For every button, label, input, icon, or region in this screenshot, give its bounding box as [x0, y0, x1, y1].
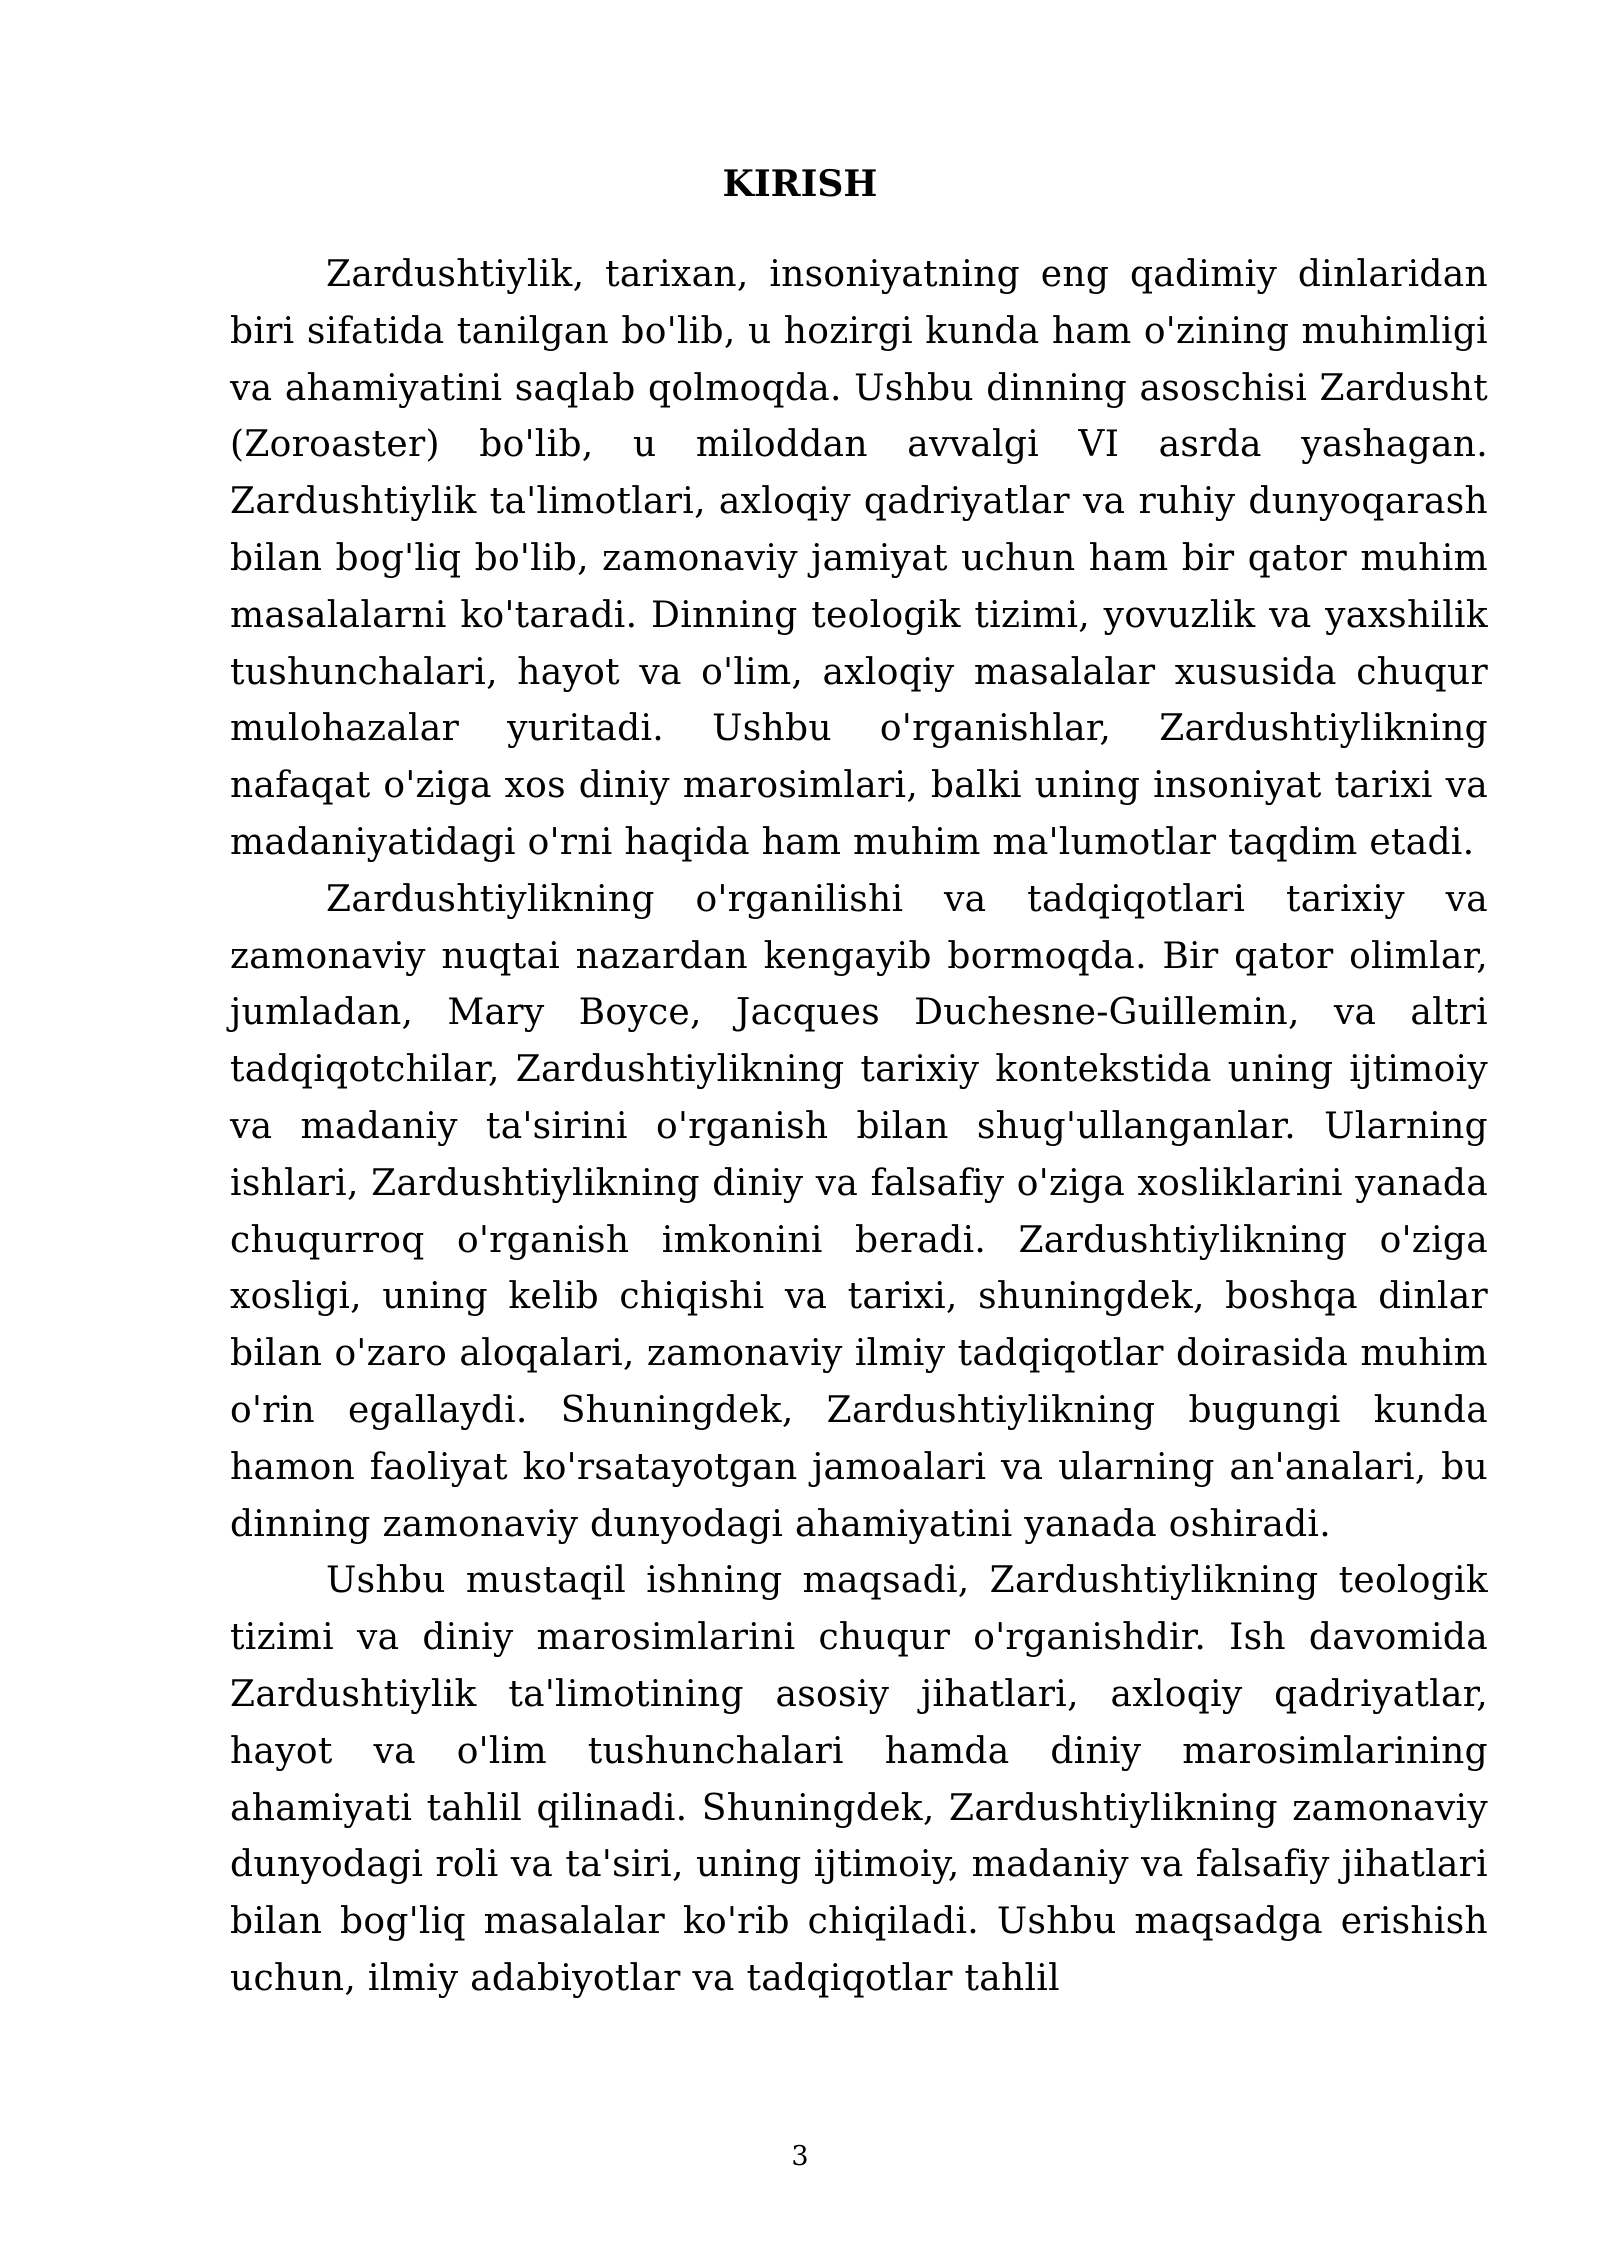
paragraph-3: Ushbu mustaqil ishning maqsadi, Zardushtiylikning teologik tizimi va diniy marosimlarini chuqur o'rganishdir. Ish davomida Zardushtiylik ta'limotining asosiy jihatlari, axloqiy qadriyatlar, hayot va o'lim tushunchalari hamda diniy marosimlarining ahamiyati tahlil qilinadi. Shuningdek, Zardushtiylikning zamonaviy dunyodagi roli va ta'siri, uning ijtimoiy, madaniy va falsafiy jihatlari bilan bog'liq masalalar ko'rib chiqiladi. Ushbu maqsadga erishish uchun, ilmiy adabiyotlar va tadqiqotlar tahlil [230, 1560, 1488, 1999]
page-number: 3 [791, 2141, 809, 2172]
paragraph-2: Zardushtiylikning o'rganilishi va tadqiqotlari tarixiy va zamonaviy nuqtai nazardan kengayib bormoqda. Bir qator olimlar, jumladan, Mary Boyce, Jacques Duchesne-Guillemin, va altri tadqiqotchilar, Zardushtiylikning tarixiy kontekstida uning ijtimoiy va madaniy ta'sirini o'rganish bilan shug'ullanganlar. Ularning ishlari, Zardushtiylikning diniy va falsafiy o'ziga xosliklarini yanada chuqurroq o'rganish imkonini beradi. Zardushtiylikning o'ziga xosligi, uning kelib chiqishi va tarixi, shuningdek, boshqa dinlar bilan o'zaro aloqalari, zamonaviy ilmiy tadqiqotlar doirasida muhim o'rin egallaydi. Shuningdek, Zardushtiylikning bugungi kunda hamon faoliyat ko'rsatayotgan jamoalari va ularning an'analari, bu dinning zamonaviy dunyodagi ahamiyatini yanada oshiradi. [230, 878, 1488, 1545]
document-body [230, 247, 1488, 2008]
page-title: KIRISH [722, 163, 878, 205]
paragraph-1: Zardushtiylik, tarixan, insoniyatning eng qadimiy dinlaridan biri sifatida tanilgan bo'lib, u hozirgi kunda ham o'zining muhimligi va ahamiyatini saqlab qolmoqda. Ushbu dinning asoschisi Zardusht (Zoroaster) bo'lib, u miloddan avvalgi VI asrda yashagan. Zardushtiylik ta'limotlari, axloqiy qadriyatlar va ruhiy dunyoqarash bilan bog'liq bo'lib, zamonaviy jamiyat uchun ham bir qator muhim masalalarni ko'taradi. Dinning teologik tizimi, yovuzlik va yaxshilik tushunchalari, hayot va o'lim, axloqiy masalalar xususida chuqur mulohazalar yuritadi. Ushbu o'rganishlar, Zardushtiylikning nafaqat o'ziga xos diniy marosimlari, balki uning insoniyat tarixi va madaniyatidagi o'rni haqida ham muhim ma'lumotlar taqdim etadi. [230, 254, 1488, 863]
